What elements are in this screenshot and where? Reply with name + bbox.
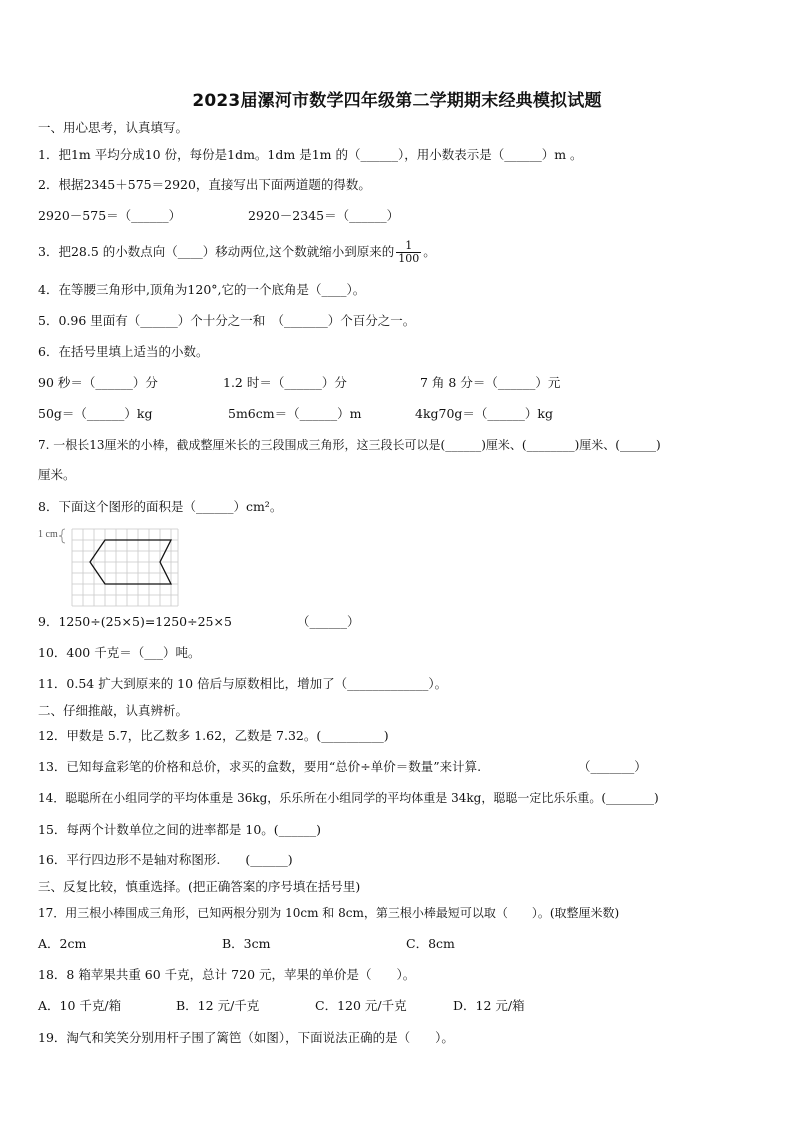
scale-label: 1 cm xyxy=(38,529,58,540)
question-13-blank: （_______） xyxy=(578,759,647,774)
grid-figure-svg xyxy=(38,526,188,608)
question-2a: 2920－575＝（______） xyxy=(38,208,182,223)
scale-brace xyxy=(59,529,65,543)
question-4: 4．在等腰三角形中,顶角为120°,它的一个底角是（____）。 xyxy=(38,282,366,297)
section-heading-2: 二、仔细推敲，认真辨析。 xyxy=(38,703,189,718)
fraction-numerator: 1 xyxy=(396,240,421,253)
question-18-option-b: B．12 元/千克 xyxy=(176,998,260,1013)
question-7-continued: 厘米。 xyxy=(38,467,76,482)
question-1: 1．把1m 平均分成10 份，每份是1dm。1dm 是1m 的（______），用小数表示是（______）m 。 xyxy=(38,147,583,162)
question-2: 2．根据2345＋575＝2920，直接写出下面两道题的得数。 xyxy=(38,177,371,192)
question-3-end: 。 xyxy=(423,244,436,259)
question-18-option-c: C．120 元/千克 xyxy=(315,998,407,1013)
question-2b: 2920－2345＝（______） xyxy=(248,208,400,223)
question-18-option-a: A．10 千克/箱 xyxy=(38,998,122,1013)
question-14: 14．聪聪所在小组同学的平均体重是 36kg，乐乐所在小组同学的平均体重是 34kg，聪聪一定比乐乐重。(________) xyxy=(38,791,659,805)
question-9-blank: （______） xyxy=(297,614,360,629)
question-6-r1-c1: 90 秒＝（______）分 xyxy=(38,375,158,390)
question-7: 7. 一根长13厘米的小棒，截成整厘米长的三段围成三角形，这三段长可以是(______)厘米、(________)厘米、(______) xyxy=(38,438,661,452)
question-16: 16．平行四边形不是轴对称图形. (______) xyxy=(38,852,293,867)
question-17: 17．用三根小棒围成三角形，已知两根分别为 10cm 和 8cm，第三根小棒最短可以取（ ）。(取整厘米数) xyxy=(38,906,620,920)
question-10: 10．400 千克＝（___）吨。 xyxy=(38,645,201,660)
question-17-option-c: C．8cm xyxy=(406,936,455,951)
question-17-option-a: A．2cm xyxy=(38,936,87,951)
page-title: 2023届漯河市数学四年级第二学期期末经典模拟试题 xyxy=(192,91,602,111)
question-15: 15．每两个计数单位之间的进率都是 10。(______) xyxy=(38,822,322,837)
question-6-r2-c2: 5m6cm＝（______）m xyxy=(228,406,362,421)
question-6-r2-c1: 50g＝（______）kg xyxy=(38,406,153,421)
question-19: 19．淘气和笑笑分别用杆子围了篱笆（如图），下面说法正确的是（ ）。 xyxy=(38,1030,454,1045)
question-18: 18．8 箱苹果共重 60 千克，总计 720 元，苹果的单价是（ ）。 xyxy=(38,967,416,982)
question-9: 9．1250÷(25×5)=1250÷25×5 xyxy=(38,614,232,629)
question-6-r2-c3: 4kg70g＝（______）kg xyxy=(415,406,554,421)
question-18-option-d: D．12 元/箱 xyxy=(453,998,525,1013)
question-8: 8．下面这个图形的面积是（______）cm²。 xyxy=(38,499,283,514)
question-13: 13．已知每盒彩笔的价格和总价，求买的盒数，要用“总价÷单价＝数量”来计算. xyxy=(38,759,482,774)
area-figure xyxy=(38,526,188,612)
section-heading-1: 一、用心思考，认真填写。 xyxy=(38,120,189,135)
fraction-denominator: 100 xyxy=(398,252,420,265)
fraction xyxy=(396,240,421,265)
question-17-option-b: B．3cm xyxy=(222,936,271,951)
question-5: 5．0.96 里面有（______）个十分之一和 （_______）个百分之一。 xyxy=(38,313,416,328)
question-6-r1-c3: 7 角 8 分＝（______）元 xyxy=(420,375,561,390)
question-11: 11．0.54 扩大到原来的 10 倍后与原数相比，增加了（_____________）。 xyxy=(38,676,448,691)
question-6-r1-c2: 1.2 时＝（______）分 xyxy=(223,375,347,390)
question-3 xyxy=(38,237,764,267)
question-3-text: 3．把28.5 的小数点向（____）移动两位,这个数就缩小到原来的 xyxy=(38,244,395,259)
section-heading-3: 三、反复比较，慎重选择。(把正确答案的序号填在括号里) xyxy=(38,879,361,894)
question-6: 6．在括号里填上适当的小数。 xyxy=(38,344,209,359)
question-12: 12．甲数是 5.7，比乙数多 1.62，乙数是 7.32。(__________) xyxy=(38,728,389,743)
